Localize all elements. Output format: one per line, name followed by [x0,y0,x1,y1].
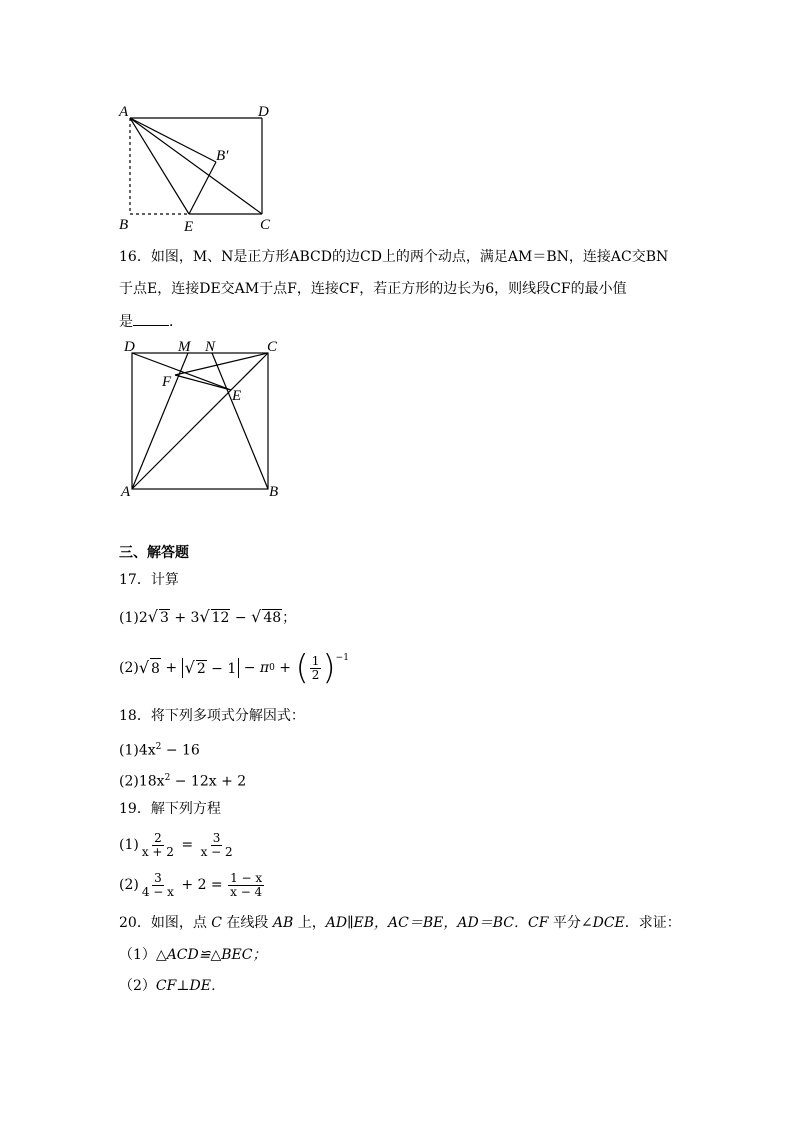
label-M: M [178,339,191,355]
q17-p2-plus1: + [160,660,182,676]
q19-p2-frac2 [228,872,264,899]
q19-p1-d1: x + 2 [141,844,174,859]
q19-part2 [119,868,265,902]
label-E: E [184,219,194,235]
label-D: D [258,104,269,120]
q17-p2-fraction [310,655,322,682]
q16-line3 [119,311,183,332]
sqrt-icon: √ [184,658,195,677]
q19-p1-idx: (1) [119,837,139,853]
sqrt-icon: √ [251,607,262,626]
absolute-value [182,658,240,678]
q17-p2-m1: − 1 [206,661,237,677]
q17-p2-r1: 8 [150,658,161,679]
q18-p1-a: 4x [138,742,156,759]
figure-rectangle-fold [112,98,282,236]
q20-c: C [211,915,222,931]
q18-p1-b: − 16 [161,742,200,759]
q17-p1-r2: 12 [211,610,230,626]
q18-p2-idx: (2) [119,773,139,790]
q18-p2-a: 18x [138,773,165,790]
q18-p1-sup: 2 [155,742,162,752]
q17-p1-idx: (1) [119,610,139,626]
label-N: N [205,339,216,355]
sqrt-icon: √ [199,607,210,626]
q19-p1-d2: x − 2 [200,844,233,859]
seg-AE [130,118,189,214]
q17-stem: 17．计算 [119,572,179,588]
answer-blank [133,311,169,326]
q18-stem: 18．将下列多项式分解因式： [119,708,305,724]
q20-stem [119,913,681,933]
label-E: E [232,388,242,404]
q17-p2-exp: −1 [335,653,349,663]
q20-p2-text: CF⊥DE． [155,978,225,994]
q17-p2-zero: 0 [269,663,275,673]
label-F: F [162,374,172,390]
q19-p1-frac1 [140,832,176,859]
q18-p2-b: − 12x + 2 [170,773,247,790]
q17-p2-pi: π [259,660,270,676]
q20-p2-idx: （2） [119,978,156,994]
q17-p1-coef: 2 [138,610,148,626]
label-A: A [119,104,129,120]
label-D: D [124,339,135,355]
sqrt-icon: √ [138,658,150,677]
q19-p2-d2: x − 4 [230,884,263,899]
seg-BN [212,353,268,489]
label-C: C [267,339,278,355]
q19-p1-n2: 3 [212,830,221,845]
q20-cond: AD∥EB，AC＝BE，AD＝BC．CF [325,915,549,931]
q19-p2-idx: (2) [119,877,139,893]
q19-part1 [119,828,236,862]
right-paren: ) [322,648,336,688]
q16-line3-post: ． [169,314,183,330]
section-title: 三、解答题 [119,545,189,561]
q17-p2-r2: 2 [196,661,206,677]
q17-p1-r3: 48 [263,610,282,626]
q17-p2-idx: (2) [119,660,139,676]
label-B: B [269,484,279,500]
q20-ab: AB [272,915,294,931]
q18-p2-sup: 2 [164,773,171,783]
q20-dce: DCE [592,915,625,931]
q20-mid3: 平分∠ [548,915,593,931]
sqrt-icon: √ [147,607,158,626]
label-C: C [260,217,271,233]
q16-line3-pre: 是 [119,314,133,330]
q17-part1 [119,607,296,628]
q19-p2-plus: + 2 = [176,877,228,893]
q20-mid2: 上， [293,915,326,931]
seg-AC [132,353,268,489]
q20-p1-text: △ACD≌△BEC； [155,947,267,963]
left-paren: ( [295,648,309,688]
figure-square-moving-points [115,336,290,502]
q20-part2 [119,976,225,996]
q17-p2-plus2: + [274,660,296,676]
q17-p1-end: ； [282,610,297,626]
q20-pre: 20．如图，点 [119,915,212,931]
q19-p1-n1: 2 [154,830,162,845]
q20-end: ．求证： [624,915,681,931]
seg-DE [132,353,231,390]
seg-CF [175,353,268,375]
q20-p1-idx: （1） [119,947,156,963]
q19-p2-d1: 4 − x [141,884,174,899]
q17-p1-plus: + 3 [169,610,200,626]
q17-p2-den: 2 [311,667,320,682]
q18-part2 [119,768,246,792]
q19-p1-frac2 [199,832,235,859]
q19-p1-eq: = [176,837,198,853]
q19-p2-frac1 [140,872,176,899]
label-A: A [121,484,131,500]
label-B: B [119,217,129,233]
q17-p2-minus: − [239,660,260,676]
q20-mid1: 在线段 [221,915,273,931]
q17-p1-minus: − [230,610,252,626]
q16-line2: 于点E，连接DE交AM于点F，连接CF，若正方形的边长为6，则线段CF的最小值 [119,281,627,297]
q20-part1 [119,945,266,965]
q18-part1 [119,737,200,761]
q17-p1-r1: 3 [159,610,169,626]
q18-p1-idx: (1) [119,742,139,759]
q17-p2-num: 1 [311,653,320,668]
q19-p2-n1: 3 [154,870,162,885]
q17-part2 [119,648,349,688]
seg-B-prime-E [189,162,216,214]
q19-p2-n2: 1 − x [230,870,263,885]
q16-line1: 16．如图，M、N是正方形ABCD的边CD上的两个动点，满足AM＝BN，连接AC交BN [119,249,669,265]
label-B-prime: B′ [216,148,229,164]
q19-stem: 19．解下列方程 [119,801,221,817]
